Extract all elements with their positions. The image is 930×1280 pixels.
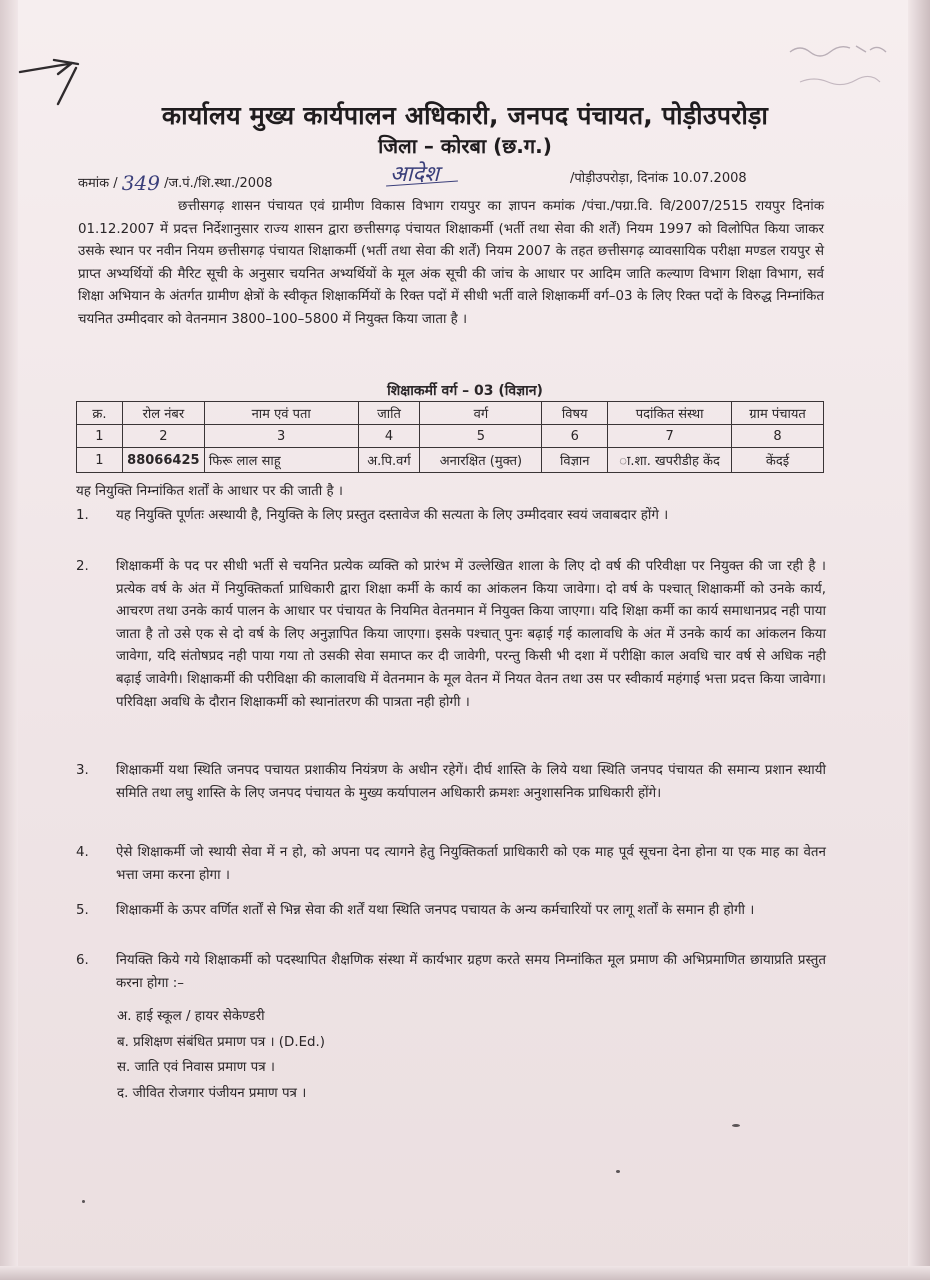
condition-item [76, 556, 826, 714]
index-cell: 5 [420, 425, 542, 448]
kramank-suffix: /ज.पं./शि.स्था./2008 [164, 176, 273, 191]
index-cell: 8 [732, 425, 824, 448]
condition-text: शिक्षाकर्मी के ऊपर वर्णित शर्तों से भिन्न सेवा की शर्तें यथा स्थिति जनपद पचायत के अन्य कर्मचारियों पर लागू शर्तों के समान ही होगी । [116, 903, 755, 918]
condition-number: 5. [76, 903, 89, 918]
ink-speck [616, 1170, 620, 1173]
reference-line [78, 162, 838, 195]
appointment-table [76, 401, 824, 473]
cell-caste: अ.पि.वर्ग [358, 448, 420, 473]
table-index-row [77, 425, 824, 448]
index-cell: 6 [542, 425, 608, 448]
header-posted-institution: पदांकित संस्था [608, 402, 732, 425]
intro-paragraph: छत्तीसगढ़ शासन पंचायत एवं ग्रामीण विकास विभाग रायपुर का ज्ञापन कमांक /पंचा./पग्रा.वि. वि/2007/2515 रायपुर दिनांक 01.12.2007 में प्रदत्त निर्देशानुसार राज्य शासन द्वारा छत्तीसगढ़ पंचायत शिक्षाकर्मी (भर्ती तथा सेवा की शर्तें) नियम 1997 को विलोपित किया जाकर उसके स्थान पर नवीन नियम छत्तीसगढ़ पंचायत शिक्षाकर्मी (भर्ती तथा सेवा की शर्तें) नियम 2007 के तहत छत्तीसगढ़ व्यावसायिक परीक्षा मण्डल रायपुर से प्राप्त अभ्यर्थियों की मैरिट सूची के अनुसार चयनित अभ्यर्थियों के मूल अंक सूची की जांच के आधार पर आदिम जाति कल्याण विभाग शिक्षा विभाग, सर्व शिक्षा अभियान के अंतर्गत ग्रामीण क्षेत्रों के स्वीकृत शिक्षाकर्मियों के रिक्त पदों में सीधी भर्ती वाले शिक्षाकर्मी वर्ग–03 के लिए रिक्त पदों के विरुद्ध निम्नांकित चयनित उम्मीदवार को वेतनमान 3800–100–5800 में नियुक्त किया जाता है । [78, 199, 824, 327]
index-cell: 1 [77, 425, 123, 448]
condition-item [76, 842, 826, 887]
table-caption: शिक्षाकर्मी वर्ग – 03 (विज्ञान) [387, 383, 543, 399]
cell-subject: विज्ञान [542, 448, 608, 473]
paper-edge-bottom [0, 1266, 930, 1280]
index-cell: 4 [358, 425, 420, 448]
order-word-handwritten: आदेश [390, 162, 440, 187]
condition-number: 3. [76, 763, 89, 778]
paper-edge-left [0, 0, 18, 1280]
header-roll-number: रोल नंबर [122, 402, 204, 425]
table-header-row [77, 402, 824, 425]
cell-roll-number: 88066425 [122, 448, 204, 473]
index-cell: 7 [608, 425, 732, 448]
condition-item [76, 900, 826, 923]
condition-item [76, 505, 826, 528]
ink-speck [732, 1124, 740, 1127]
document-item: द. जीवित रोजगार पंजीयन प्रमाण पत्र । [117, 1085, 307, 1101]
cell-serial: 1 [77, 448, 123, 473]
document-item: अ. हाई स्कूल / हायर सेकेण्डरी [117, 1009, 265, 1024]
condition-number: 1. [76, 508, 89, 523]
condition-number: 2. [76, 559, 89, 574]
condition-item [76, 760, 826, 805]
cell-institution: ा.शा. खपरीडीह केंद [608, 448, 732, 473]
faded-pencil-note [770, 30, 910, 90]
kramank-label: कमांक / [78, 176, 118, 191]
condition-item [76, 950, 826, 995]
conditions-intro: यह नियुक्ति निम्नांकित शर्तों के आधार पर की जाती है । [76, 484, 343, 499]
header-subject: विषय [542, 402, 608, 425]
document-item: स. जाति एवं निवास प्रमाण पत्र । [117, 1060, 275, 1075]
condition-text: शिक्षाकर्मी के पद पर सीधी भर्ती से चयनित प्रत्येक व्यक्ति को प्रारंभ में उल्लेखित शाला के लिए दो वर्ष की परिवीक्षा पर नियुक्त की जा रही है । प्रत्येक वर्ष के अंत में नियुक्तिकर्ता प्राधिकारी द्वारा शिक्षा कर्मी के कार्य का आंकलन किया जावेगा। दो वर्ष के पश्चात् शिक्षाकर्मी को उनके कार्य, आचरण तथा उनके कार्य पालन के आधार पर पंचायत के नियमित वेतनमान में नियुक्त किया जाएगा। यदि शिक्षा कर्मी का कार्य समाधानप्रद नही पाया जाता है तो उसे एक से दो वर्ष के लिए अनुज्ञापित किया जाएगा। इसके पश्चात् पुनः बढ़ाई गई कालावधि के अंत में उनके कार्य का आंकलन किया जावेगा, यदि संतोषप्रद नही पाया गया तो उसकी सेवा समाप्त कर दी जावेगी, परन्तु किसी भी दशा में परीक्षिा काल अवधि चार वर्ष से अधिक नही बढ़ाई जावेगी। शिक्षाकर्मी की परीविक्षा की कालावधि में वेतनमान के मूल वेतन में नियत वेतन तथा उस पर स्वीकार्य महंगाई भत्ता प्रदत्त किया जावेगा। परिविक्षा अवधि के दौरान शिक्षाकर्मी को स्थानांतरण की पात्रता नही होगी । [116, 559, 826, 710]
header-gram-panchayat: ग्राम पंचायत [732, 402, 824, 425]
document-item: ब. प्रशिक्षण संबंधित प्रमाण पत्र । (D.Ed.) [117, 1034, 326, 1050]
condition-number: 6. [76, 953, 89, 968]
reference-number [78, 168, 273, 195]
condition-text: ऐसे शिक्षाकर्मी जो स्थायी सेवा में न हो, को अपना पद त्यागने हेतु नियुक्तिकर्ता प्राधिकारी को एक माह पूर्व सूचना देना होना या एक माह का वेतन भत्ता जमा करना होगा । [116, 845, 826, 883]
kramank-handwritten-number: 349 [121, 171, 160, 195]
office-title: कार्यालय मुख्य कार्यपालन अधिकारी, जनपद पंचायत, पोड़ीउपरोड़ा [161, 101, 769, 130]
cell-gram-panchayat: केंदई [732, 448, 824, 473]
place-date: /पोड़ीउपरोड़ा, दिनांक 10.07.2008 [570, 171, 747, 186]
header-name-address: नाम एवं पता [204, 402, 358, 425]
district-title: जिला – कोरबा (छ.ग.) [378, 134, 552, 158]
index-cell: 3 [204, 425, 358, 448]
header-caste: जाति [358, 402, 420, 425]
header-serial: क्र. [77, 402, 123, 425]
index-cell: 2 [122, 425, 204, 448]
header-category: वर्ग [420, 402, 542, 425]
table-row [77, 448, 824, 473]
condition-text: नियक्ति किये गये शिक्षाकर्मी को पदस्थापित शैक्षणिक संस्था में कार्यभार ग्रहण करते समय निम्नांकित मूल प्रमाण की अभिप्रमाणित छायाप्रति प्रस्तुत करना होगा :– [116, 953, 826, 991]
condition-text: शिक्षाकर्मी यथा स्थिति जनपद पचायत प्रशाकीय नियंत्रण के अधीन रहेगें। दीर्घ शास्ति के लिये यथा स्थिति जनपद पंचायत की समान्य प्रशान स्थायी समिति तथा लघु शास्ति के लिए जनपद पंचायत के मुख्य कर्यापालन अधिकारी क्रमशः अनुशासनिक प्राधिकारी होंगे। [116, 763, 826, 801]
paper-edge-right [908, 0, 930, 1280]
required-documents-list [117, 1004, 325, 1106]
ink-speck [82, 1200, 85, 1203]
cell-name: फिरू लाल साहू [204, 448, 358, 473]
condition-text: यह नियुक्ति पूर्णतः अस्थायी है, नियुक्ति के लिए प्रस्तुत दस्तावेज की सत्यता के लिए उम्मीदवार स्वयं जवाबदार होंगे । [116, 508, 669, 523]
cell-category: अनारक्षित (मुक्त) [420, 448, 542, 473]
condition-number: 4. [76, 845, 89, 860]
